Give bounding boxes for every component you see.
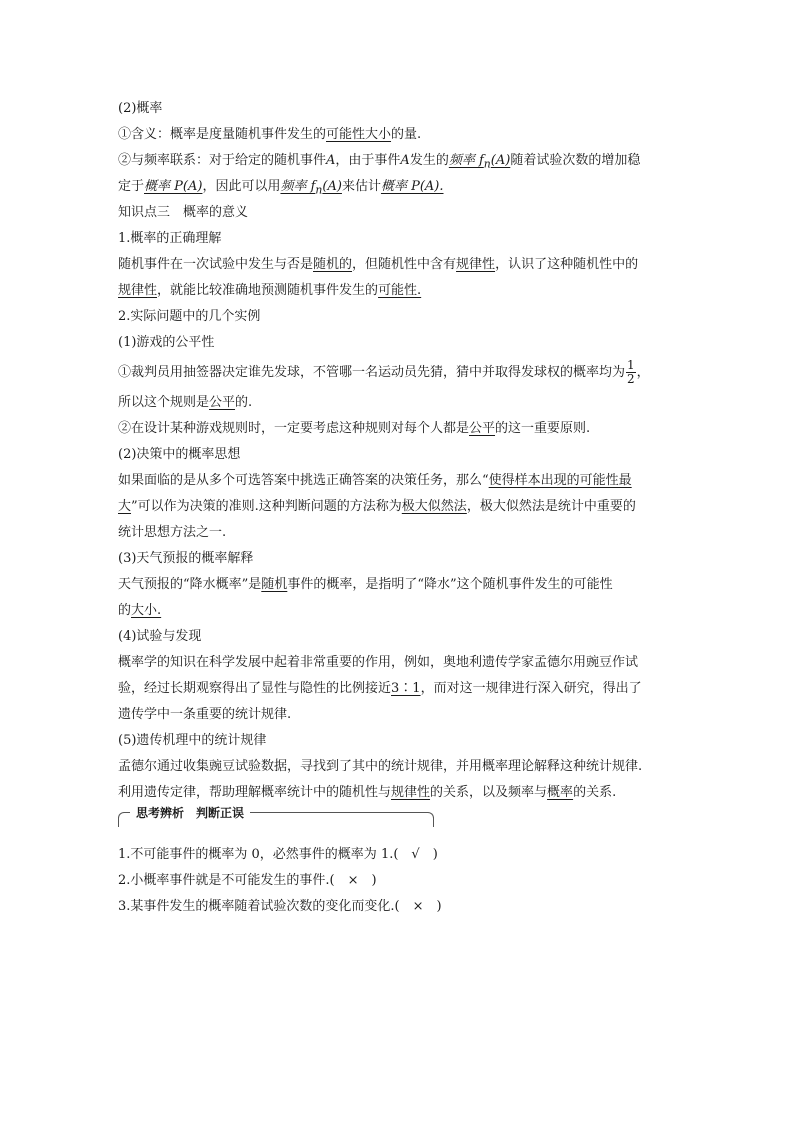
paragraph-line <box>118 468 680 494</box>
math-var: A <box>400 153 410 168</box>
text: 利用遗传定律，帮助理解概率统计中的随机性与 <box>118 785 392 800</box>
document-page <box>118 96 680 920</box>
text: ，极大似然法是统计中重要的 <box>466 499 636 514</box>
quiz-item: 3.某事件发生的概率随着试验次数的变化而变化.( × ) <box>118 899 442 914</box>
underlined-answer: 公平 <box>469 421 496 436</box>
underlined-answer: 概率 P(A). <box>380 179 444 194</box>
text: ，就能比较准确地预测随机事件发生的 <box>157 283 379 298</box>
text: ①裁判员用抽签器决定谁先发球，不管哪一名运动员先猜，猜中并取得发球权的概率均为 <box>118 365 626 380</box>
text: ，但随机性中含有 <box>352 257 457 272</box>
underlined-answer: 大小. <box>131 603 162 618</box>
section-heading: (2)概率 <box>118 101 163 116</box>
paragraph-line <box>118 676 680 702</box>
underlined-answer: 规律性 <box>456 257 496 272</box>
text: 随机事件在一次试验中发生与否是 <box>118 257 314 272</box>
paragraph-line: 概率学的知识在科学发展中起着非常重要的作用，例如，奥地利遗传学家孟德尔用豌豆作试 <box>118 655 639 670</box>
text: 频率 f <box>448 153 484 168</box>
text: ②与频率联系：对于给定的随机事件 <box>118 153 327 168</box>
underlined-answer: 使得样本出现的可能性最 <box>488 473 632 488</box>
knowledge-point-title: 知识点三 概率的意义 <box>118 205 249 220</box>
example-heading: (4)试验与发现 <box>118 629 202 644</box>
underlined-answer: 随机 <box>261 577 288 592</box>
paragraph-line <box>118 416 680 442</box>
underlined-answer <box>280 179 342 197</box>
underlined-answer: 公平 <box>209 395 236 410</box>
fraction <box>626 359 636 386</box>
underlined-answer: 概率 <box>547 785 574 800</box>
text: ，因此可以用 <box>202 179 281 194</box>
math-var: A <box>326 153 336 168</box>
paragraph-line <box>118 356 680 390</box>
quiz-item: 2.小概率事件就是不可能发生的事件.( × ) <box>118 873 377 888</box>
text: 天气预报的“降水概率”是 <box>118 577 262 592</box>
text: 的. <box>235 395 253 410</box>
paragraph-line <box>118 252 680 278</box>
underlined-answer: 极大似然法 <box>401 499 467 514</box>
text: 的量. <box>391 127 422 142</box>
underlined-answer: 可能性. <box>378 283 422 298</box>
example-heading: (2)决策中的概率思想 <box>118 447 241 462</box>
example-heading: (3)天气预报的概率解释 <box>118 551 254 566</box>
paragraph-line <box>118 390 680 416</box>
text: 验，经过长期观察得出了显性与隐性的比例接近 <box>118 681 392 696</box>
underlined-answer: 可能性大小 <box>326 127 392 142</box>
quiz-item: 1.不可能事件的概率为 0，必然事件的概率为 1.( √ ) <box>118 847 438 862</box>
paragraph-frequency-line1 <box>118 148 680 174</box>
paragraph-line <box>118 598 680 624</box>
text: ”可以作为决策的准则.这种判断问题的方法称为 <box>131 499 402 514</box>
paragraph-meaning <box>118 122 680 148</box>
underlined-answer: 规律性 <box>118 283 158 298</box>
quiz-section-title: 思考辨析 判断正误 <box>130 806 250 820</box>
text: (A) <box>490 153 511 168</box>
subscript: n <box>315 183 323 197</box>
paragraph-line <box>118 278 680 304</box>
text: 的 <box>118 603 132 618</box>
paragraph-line <box>118 780 680 806</box>
underlined-answer: 大 <box>118 499 132 514</box>
text: 定于 <box>118 179 145 194</box>
example-heading: (5)遗传机理中的统计规律 <box>118 733 267 748</box>
paragraph-line: 统计思想方法之一. <box>118 525 227 540</box>
text: 来估计 <box>341 179 381 194</box>
underlined-answer: 规律性 <box>391 785 431 800</box>
text: ，由于事件 <box>335 153 401 168</box>
underlined-answer: 概率 P(A) <box>144 179 203 194</box>
subsection-heading: 1.概率的正确理解 <box>118 231 222 246</box>
text: 随着试验次数的增加稳 <box>510 153 641 168</box>
text: 的关系，以及频率与 <box>430 785 548 800</box>
paragraph-line <box>118 494 680 520</box>
text: 事件的概率，是指明了“降水”这个随机事件发生的可能性 <box>287 577 613 592</box>
text: 所以这个规则是 <box>118 395 210 410</box>
text: ，认识了这种随机性中的 <box>495 257 639 272</box>
text: 的这一重要原则. <box>495 421 591 436</box>
subsection-heading: 2.实际问题中的几个实例 <box>118 309 261 324</box>
text: ①含义：概率是度量随机事件发生的 <box>118 127 327 142</box>
paragraph-frequency-line2 <box>118 174 680 200</box>
text: ②在设计某种游戏规则时，一定要考虑这种规则对每个人都是 <box>118 421 470 436</box>
text: 的关系. <box>573 785 617 800</box>
paragraph-line: 遗传学中一条重要的统计规律. <box>118 707 292 722</box>
text: ， <box>636 365 650 380</box>
text: 如果面临的是从多个可选答案中挑选正确答案的决策任务，那么“ <box>118 473 489 488</box>
example-heading: (1)游戏的公平性 <box>118 335 215 350</box>
underlined-answer: 3∶1 <box>391 681 421 696</box>
text: (A) <box>322 179 342 194</box>
text: 发生的 <box>409 153 449 168</box>
text: 频率 f <box>280 179 316 194</box>
fraction-denominator: 2 <box>627 372 635 386</box>
fraction-numerator: 1 <box>627 358 635 372</box>
underlined-answer <box>448 153 511 171</box>
paragraph-line: 孟德尔通过收集豌豆试验数据，寻找到了其中的统计规律，并用概率理论解释这种统计规律. <box>118 759 643 774</box>
underlined-answer: 随机的 <box>313 257 353 272</box>
paragraph-line <box>118 572 680 598</box>
subscript: n <box>483 157 491 171</box>
text: ，而对这一规律进行深入研究，得出了 <box>420 681 642 696</box>
quiz-section-header <box>118 806 434 836</box>
